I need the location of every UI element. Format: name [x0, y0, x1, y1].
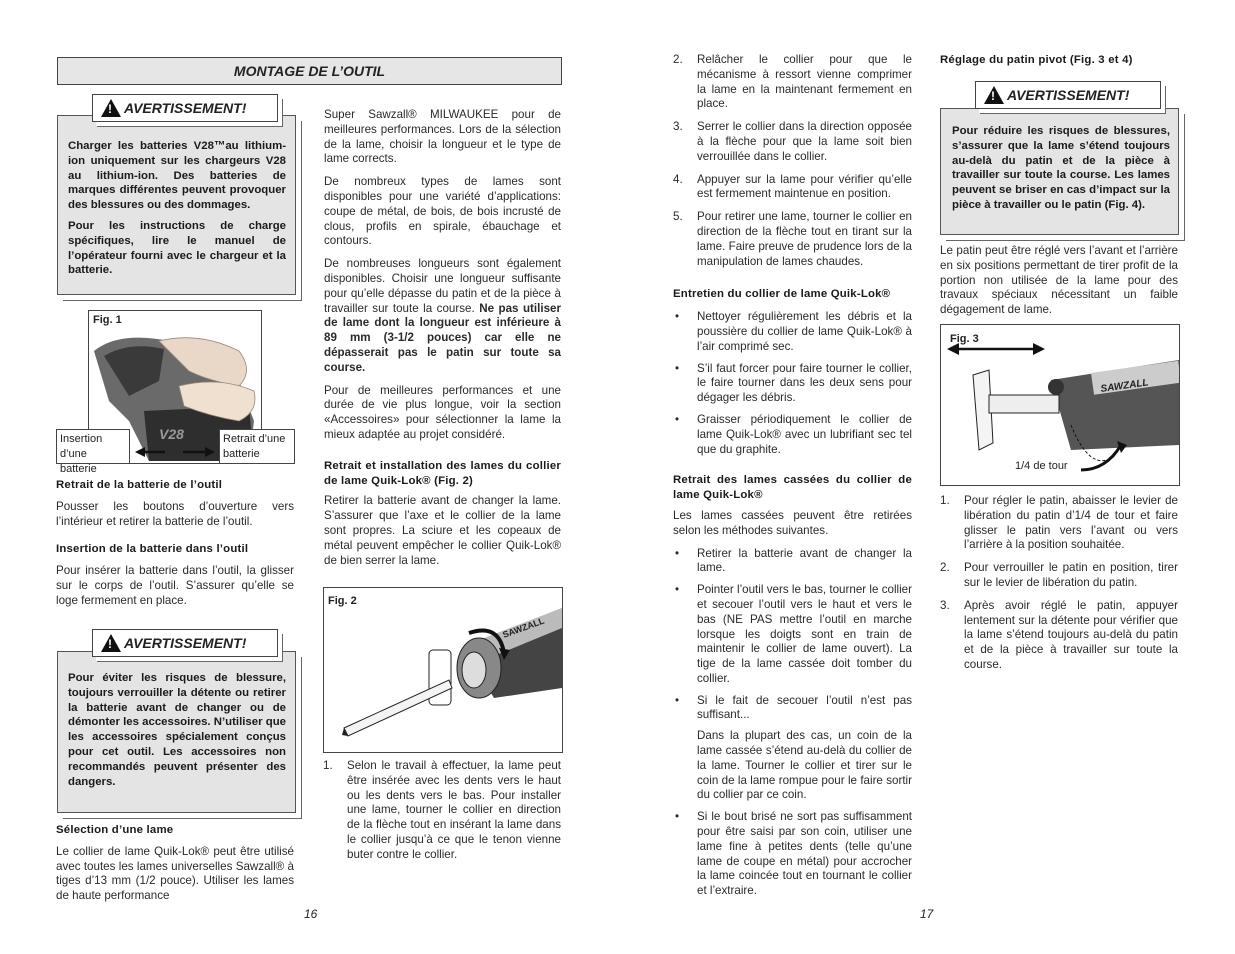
- heading-retrait-batterie: Retrait de la batterie de l’outil: [56, 479, 223, 491]
- steps-list: [673, 53, 912, 269]
- heading-insertion-batterie: Insertion de la batterie dans l’outil: [56, 543, 249, 556]
- heading-patin: [940, 54, 1133, 66]
- list-item: • Retirer la batterie avant de changer la lame.: [673, 547, 912, 577]
- paragraph: Pousser les boutons d’ouverture vers l’intérieur et retirer la batterie de l’outil.: [56, 499, 294, 528]
- step-number: 2.: [940, 561, 950, 575]
- svg-text:SAWZALL: SAWZALL: [501, 615, 546, 640]
- sub-paragraph: Dans la plupart des cas, un coin de la lame cassée s’étend au-delà du collier de la lame. Tourner le collier et tirer sur le coin de la lame rompue pour le faire sortir du collier par ce coin.: [697, 729, 912, 802]
- warning-icon: !: [984, 86, 1004, 104]
- paragraph: Retirer la batterie avant de changer la lame. S’assurer que l’axe et le collier de la lame sont propres. La sciure et les copeaux de métal peuvent empêcher le collier Quik-Lok® de bien serrer la lame.: [324, 494, 561, 567]
- paragraph: Le patin peut être réglé vers l’avant et l’arrière en six positions permettant de tirer profit de la portion non utilisée de la lame pour des travaux spéciaux nécessitant un faible dégagement de lame.: [940, 244, 1178, 317]
- label-insertion: [56, 429, 130, 475]
- page-number-text: 16: [304, 907, 318, 921]
- list-item: [323, 759, 561, 863]
- step-text: Pour retirer une lame, tourner le collier en direction de la flèche tout en tirant sur la lame. Faire preuve de prudence lors de la manipulation de lames chaudes.: [697, 210, 912, 268]
- warning-label-text: AVERTISSEMENT!: [124, 635, 247, 651]
- warning-label-3: [975, 81, 1161, 109]
- step-text: Après avoir réglé le patin, appuyer lentement sur la détente pour vérifier que la lame s’étend toujours au-delà du patin et de la pièce à travailler sur toute la course.: [964, 598, 1178, 671]
- heading-quiklok: Retrait et installation des lames du collier de lame Quik-Lok® (Fig. 2): [324, 459, 561, 487]
- heading-patin-text: Réglage du patin pivot (Fig. 3 et 4): [940, 54, 1133, 66]
- heading-selection: Sélection d’une lame: [56, 824, 174, 836]
- page-number-17: [920, 907, 933, 921]
- list-item: [673, 173, 912, 203]
- double-arrow-icon: [135, 444, 215, 460]
- step-1: [323, 759, 561, 871]
- paragraph: De nombreux types de lames sont disponibles pour une variété d’applications: coupe de métal, de bois, de bois incrusté de clous, profils en spirale, ébauchage et contours.: [324, 175, 561, 248]
- figure-2: [323, 587, 563, 753]
- warning-text-2: [68, 671, 286, 795]
- figure-label: Fig. 3: [950, 333, 979, 345]
- warning-icon: !: [101, 99, 121, 117]
- heading-entretien: Entretien du collier de lame Quik-Lok®: [673, 288, 891, 301]
- step-text: Serrer le collier dans la direction opposée à la flèche pour que la lame soit bien verrouillée dans le collier.: [697, 120, 912, 163]
- fig3-quarter-label: 1/4 de tour: [1015, 460, 1068, 472]
- list-item: [940, 599, 1178, 673]
- step-text: Selon le travail à effectuer, la lame peut être insérée avec les dents vers le haut ou les dents vers le bas. Pour installer une lame, tourner le collier en direction de la flèche tout en insérant la lame dans le collier jusqu’à ce que le tenon vienne buter contre le collier.: [347, 759, 561, 861]
- section-title: [57, 57, 562, 85]
- label-retrait: [219, 429, 295, 464]
- column-3-text: [673, 53, 912, 906]
- paragraph: Les lames cassées peuvent être retirées selon les méthodes suivantes.: [673, 508, 912, 537]
- paragraph: Le collier de lame Quik-Lok® peut être utilisé avec toutes les lames universelles Sawzall® à tiges d’13 mm (1/2 pouce). Utiliser les lames de haute performance: [56, 844, 294, 903]
- fig3-brand-label: SAWZALL: [1099, 377, 1150, 395]
- blade-clamp-illustration: [324, 588, 562, 752]
- column-2-text: [324, 108, 561, 576]
- step-number: 1.: [323, 759, 333, 772]
- text-span: De nombreuses longueurs sont également disponibles. Choisir une longueur suffisante pour qu’elle dépasse du patin et de la pièce à travailler sur toute la course.: [324, 257, 561, 315]
- figure-label: Fig. 2: [328, 595, 357, 607]
- step-text: Pour régler le patin, abaisser le levier de libération du patin d’1/4 de tour et faire glisser le patin vers l’avant ou vers l’arrière à la position souhaitée.: [964, 494, 1178, 552]
- column-1-text: [56, 478, 294, 617]
- warning-label-text: AVERTISSEMENT!: [1007, 87, 1130, 103]
- list-item: [673, 53, 912, 112]
- step-text: Relâcher le collier pour que le mécanisme à ressort vienne comprimer la lame en la maintenant fermement en place.: [697, 53, 912, 111]
- list-item: • S’il faut forcer pour faire tourner le collier, le faire tourner dans les deux sens pour dégager les débris.: [673, 362, 912, 406]
- warning-label-text: AVERTISSEMENT!: [124, 100, 247, 116]
- warning-paragraph: Pour éviter les risques de blessure, toujours verrouiller la détente ou retirer la batterie avant de changer ou de démonter les accessoires. N’utiliser que les accessoires spécialement conçus pour cet outil. Les accessoires non recommandés peuvent présenter des dangers.: [68, 672, 286, 788]
- warning-paragraph: Pour réduire les risques de blessures, s’assurer que la lame s’étend toujours au-delà du patin et de la pièce à travailler sur toute la course. Les lames peuvent se briser en cas d’impact sur la pièce à travailler ou le patin (Fig. 4).: [952, 125, 1170, 211]
- list-item: [940, 494, 1178, 553]
- list-item: [673, 694, 912, 804]
- warning-label-1: [92, 94, 278, 122]
- list-item: [673, 120, 912, 164]
- list-text: Si le fait de secouer l’outil n’est pas suffisant...: [697, 693, 912, 722]
- list-item: • Pointer l’outil vers le bas, tourner le collier et secouer l’outil vers le haut et vers le bas (NE PAS mettre l’outil en marche lorsque les doigts sont en train de maintenir le collier de lame ouvert). La tige de la lame cassée doit tomber du collier.: [673, 583, 912, 687]
- label-insertion-text: Insertion d’une batterie: [60, 433, 103, 475]
- step-number: 5.: [673, 210, 683, 224]
- figure-label: Fig. 1: [93, 314, 122, 326]
- paragraph: [324, 257, 561, 375]
- retrait-list: [673, 547, 912, 900]
- warning-text-1: [68, 139, 286, 284]
- step-number: 1.: [940, 494, 950, 507]
- page-number-16: [304, 907, 317, 921]
- warning-icon: !: [101, 634, 121, 652]
- step-number: 3.: [673, 120, 683, 134]
- list-item: • Graisser périodiquement le collier de lame Quik-Lok® avec un lubrifiant sec tel que du graphite.: [673, 413, 912, 457]
- svg-text:V28: V28: [159, 426, 184, 442]
- list-item: [940, 561, 1178, 591]
- figure-3: [940, 324, 1180, 486]
- list-item: • Si le bout brisé ne sort pas suffisamment pour être saisi par son coin, utiliser une lame fine à petites dents (telle qu’une lame de coupe en métal) pour accrocher la lame coincée tout en tournant le collier et l’extraire.: [673, 810, 912, 899]
- warning-paragraph: Charger les batteries V28™au lithium-ion uniquement sur les chargeurs V28 au lithium-ion. Des batteries de marques différentes peuvent provoquer des blessures ou des dommages.: [68, 140, 286, 212]
- warning-paragraph: Pour les instructions de charge spécifiques, lire le manuel de l’opérateur fourni avec le chargeur et la batterie.: [68, 219, 286, 277]
- patin-steps: [940, 494, 1178, 681]
- step-number: 3.: [940, 598, 950, 612]
- paragraph: Super Sawzall® MILWAUKEE pour de meilleures performances. Lors de la sélection de la lame, choisir la longueur et le type de lame corrects.: [324, 108, 561, 166]
- label-retrait-text: Retrait d’une batterie: [223, 433, 286, 460]
- bold-span: Ne pas utiliser de lame dont la longueur est inférieure à 89 mm (3-1/2 pouces) car elle ne dépasserait pas le patin sur toute sa course.: [324, 301, 561, 374]
- warning-text-3: [952, 124, 1170, 219]
- step-number: 4.: [673, 172, 683, 186]
- entretien-list: [673, 310, 912, 457]
- list-item: [673, 210, 912, 269]
- paragraph: Pour de meilleures performances et une durée de vie plus longue, voir la section «Accessoires» pour sélectionner la lame la mieux adaptée au projet considéré.: [324, 383, 561, 441]
- section-title-text: MONTAGE DE L’OUTIL: [233, 63, 386, 79]
- heading-retrait-lames: Retrait des lames cassées du collier de lame Quik-Lok®: [673, 474, 912, 502]
- list-item: • Nettoyer régulièrement les débris et la poussière du collier de lame Quik-Lok® à l’air comprimé sec.: [673, 310, 912, 354]
- selection-section: [56, 823, 294, 912]
- step-number: 2.: [673, 53, 683, 66]
- warning-label-2: [92, 629, 278, 657]
- step-text: Pour verrouiller le patin en position, tirer sur le levier de libération du patin.: [964, 561, 1178, 589]
- paragraph: Pour insérer la batterie dans l’outil, la glisser sur le corps de l’outil. S’assurer qu’elle se loge fermement en place.: [56, 564, 294, 607]
- patin-steps-list: [940, 494, 1178, 673]
- page-number-text: 17: [920, 907, 934, 921]
- patin-intro: [940, 244, 1178, 326]
- step-text: Appuyer sur la lame pour vérifier qu’elle est fermement maintenue en position.: [697, 172, 912, 201]
